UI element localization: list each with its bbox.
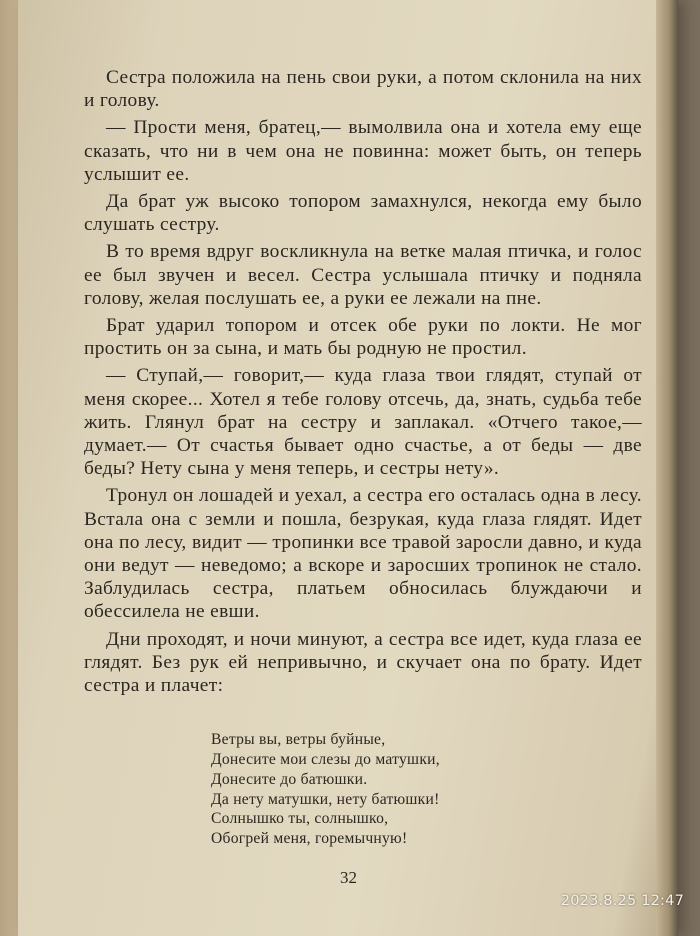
page-text [84,66,642,849]
poem-line: Солнышко ты, солнышко, [211,810,389,828]
poem-line: Обогрей меня, горемычную! [211,830,408,848]
paragraph: — Прости меня, братец,— вымолвила она и хотела ему еще сказать, что ни в чем она не повинна: может быть, он теперь услышит ее. [84,117,642,185]
paragraph: — Ступай,— говорит,— куда глаза твои глядят, ступай от меня скорее... Хотел я тебе голову отсечь, да, знать, судьба тебе жить. Глянул брат на сестру и заплакал. «Отчего такое,— думает.— От счастья бывает одно счастье, а от беды — две беды? Нету сына у меня теперь, и сестры нету». [84,365,642,480]
paragraph: Брат ударил топором и отсек обе руки по локти. Не мог простить он за сына, и мать бы родную не простил. [84,315,642,360]
paragraph: Тронул он лошадей и уехал, а сестра его осталась одна в лесу. Встала она с земли и пошла, безрукая, куда глаза глядят. Идет она по лесу, видит — тропинки все травой заросли давно, и куда они ведут — неведомо; а вскоре и заросших тропинок не стало. Заблудилась сестра, платьем обносилась блуждаючи и обессилела не евши. [84,485,642,623]
paragraph: Да брат уж высоко топором замахнулся, некогда ему было слушать сестру. [84,191,642,236]
poem-line: Ветры вы, ветры буйные, [211,731,386,749]
poem-line: Донесите мои слезы до матушки, [211,751,440,769]
page-number: 32 [340,868,357,887]
paragraph: Дни проходят, и ночи минуют, а сестра все идет, куда глаза ее глядят. Без рук ей непривычно, и скучает она по брату. Идет сестра и плачет: [84,628,642,697]
poem [211,730,642,849]
paragraph: В то время вдруг воскликнула на ветке малая птичка, и голос ее был звучен и весел. Сестра услышала птичку и подняла голову, желая послушать ее, а руки ее лежали на пне. [84,241,642,309]
photo-timestamp: 2023.8.25 12:47 [560,893,684,909]
paragraph: Сестра положила на пень свои руки, а потом склонила на них и голову. [84,67,642,112]
poem-line: Да нету матушки, нету батюшки! [211,790,440,808]
poem-line: Донесите до батюшки. [211,770,368,788]
page-edge-shadow [656,0,678,936]
